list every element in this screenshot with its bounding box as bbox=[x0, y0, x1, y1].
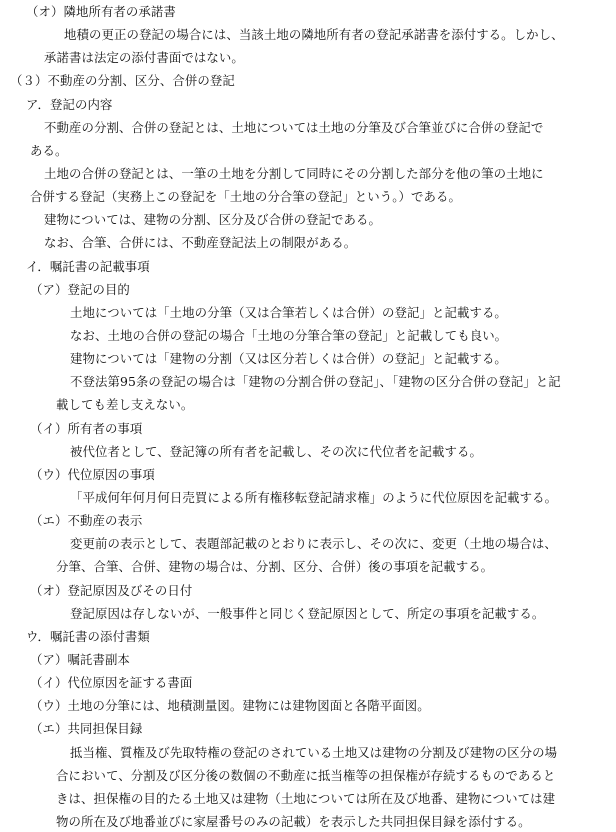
paragraph-line: ある。 bbox=[30, 143, 68, 158]
paragraph-line: 不登法第95条の登記の場合は「建物の分割合併の登記」、「建物の区分合併の登記」と記 bbox=[70, 374, 561, 389]
paragraph-line: 載しても差し支えない。 bbox=[56, 397, 194, 412]
item-heading-e: （エ）不動産の表示 bbox=[30, 513, 143, 528]
subheading-i: イ．嘱託書の記載事項 bbox=[26, 259, 150, 274]
item-heading-o: （オ）登記原因及びその日付 bbox=[30, 583, 193, 598]
paragraph-line: なお、合筆、合併には、不動産登記法上の制限がある。 bbox=[44, 235, 357, 250]
section-heading-3: （３）不動産の分割、区分、合併の登記 bbox=[10, 73, 235, 88]
heading-o-neighbor-consent: （オ）隣地所有者の承諾書 bbox=[26, 4, 176, 19]
paragraph-line: 被代位者として、登記簿の所有者を記載し、その次に代位者を記載する。 bbox=[70, 444, 482, 459]
paragraph-line: 不動産の分割、合併の登記とは、土地については土地の分筆及び合筆並びに合併の登記で bbox=[44, 120, 544, 135]
item-heading-i: （イ）所有者の事項 bbox=[30, 421, 143, 436]
item-heading-u: （ウ）代位原因の事項 bbox=[30, 467, 155, 482]
paragraph-line: 抵当権、質権及び先取特権の登記のされている土地又は建物の分割及び建物の区分の場 bbox=[70, 745, 558, 760]
attachment-item-a: （ア）嘱託書副本 bbox=[30, 652, 130, 667]
subheading-a: ア．登記の内容 bbox=[26, 97, 113, 112]
paragraph-line: 土地の合併の登記とは、一筆の土地を分割して同時にその分割した部分を他の筆の土地に bbox=[44, 166, 544, 181]
paragraph-line: 建物については、建物の分割、区分及び合併の登記である。 bbox=[44, 212, 381, 227]
paragraph-line: なお、土地の合併の登記の場合「土地の分筆合筆の登記」と記載しても良い。 bbox=[70, 328, 508, 343]
paragraph-line: 変更前の表示として、表題部記載のとおりに表示し、その次に、変更（土地の場合は、 bbox=[70, 536, 557, 551]
paragraph-line: 合において、分割及び区分後の数個の不動産に抵当権等の担保権が存続するものであると bbox=[56, 768, 556, 783]
item-heading-a: （ア）登記の目的 bbox=[30, 282, 130, 297]
paragraph-line: 承諾書は法定の添付書面ではない。 bbox=[44, 50, 244, 65]
paragraph-line: 物の所在及び地番並びに家屋番号のみの記載）を表示した共同担保目録を添付する。 bbox=[56, 814, 531, 829]
paragraph-line: きは、担保権の目的たる土地又は建物（土地については所在及び地番、建物については建 bbox=[56, 791, 556, 806]
subheading-u: ウ．嘱託書の添付書類 bbox=[26, 629, 150, 644]
attachment-item-i: （イ）代位原因を証する書面 bbox=[30, 675, 193, 690]
attachment-item-u: （ウ）土地の分筆には、地積測量図。建物には建物図面と各階平面図。 bbox=[30, 698, 430, 713]
paragraph-line: 地積の更正の登記の場合には、当該土地の隣地所有者の登記承諾書を添付する。しかし、 bbox=[64, 27, 564, 42]
attachment-item-e: （エ）共同担保目録 bbox=[30, 721, 143, 736]
paragraph-line: 登記原因は存しないが、一般事件と同じく登記原因として、所定の事項を記載する。 bbox=[70, 606, 545, 621]
paragraph-line: 分筆、合筆、合併、建物の場合は、分割、区分、合併）後の事項を記載する。 bbox=[56, 559, 494, 574]
paragraph-line: 土地については「土地の分筆（又は合筆若しくは合併）の登記」と記載する。 bbox=[70, 305, 507, 320]
paragraph-line: 合併する登記（実務上この登記を「土地の分合筆の登記」という。）である。 bbox=[30, 189, 461, 204]
paragraph-line: 「平成何年何月何日売買による所有権移転登記請求権」のように代位原因を記載する。 bbox=[70, 490, 558, 505]
paragraph-line: 建物については「建物の分割（又は区分若しくは合併）の登記」と記載する。 bbox=[70, 351, 507, 366]
